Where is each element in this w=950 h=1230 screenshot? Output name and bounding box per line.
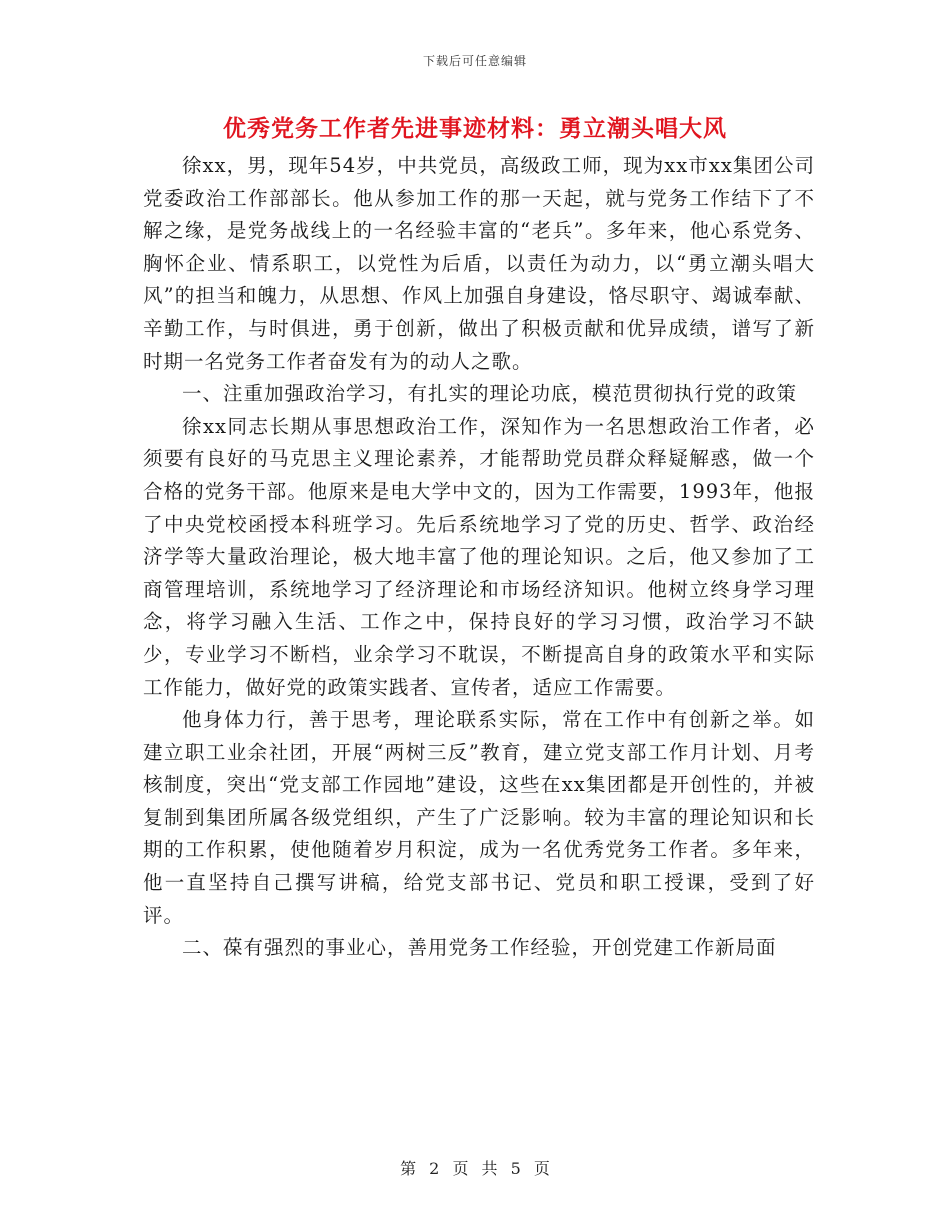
paragraph-intro: 徐xx，男，现年54岁，中共党员，高级政工师，现为xx市xx集团公司党委政治工作部部长。他从参加工作的那一天起，就与党务工作结下了不解之缘，是党务战线上的一名经验丰富的“老兵”。多年来，他心系党务、胸怀企业、情系职工，以党性为后盾，以责任为动力，以“勇立潮头唱大风”的担当和魄力，从思想、作风上加强自身建设，恪尽职守、竭诚奉献、辛勤工作，与时俱进，勇于创新，做出了积极贡献和优异成绩，谱写了新时期一名党务工作者奋发有为的动人之歌。 (143, 154, 815, 373)
document-body (143, 150, 815, 965)
document-title: 优秀党务工作者先进事迹材料：勇立潮头唱大风 (223, 115, 727, 142)
section-heading-1: 一、注重加强政治学习，有扎实的理论功底，模范贯彻执行党的政策 (182, 382, 798, 406)
paragraph-section-1-b: 他身体力行，善于思考，理论联系实际，常在工作中有创新之举。如建立职工业余社团，开展“两树三反”教育，建立党支部工作月计划、月考核制度，突出“党支部工作园地”建设，这些在xx集团都是开创性的，并被复制到集团所属各级党组织，产生了广泛影响。较为丰富的理论知识和长期的工作积累，使他随着岁月积淀，成为一名优秀党务工作者。多年来，他一直坚持自己撰写讲稿，给党支部书记、党员和职工授课，受到了好评。 (143, 708, 815, 927)
paragraph-section-1-a: 徐xx同志长期从事思想政治工作，深知作为一名思想政治工作者，必须要有良好的马克思主义理论素养，才能帮助党员群众释疑解惑，做一个合格的党务干部。他原来是电大学中文的，因为工作需要，1993年，他报了中央党校函授本科班学习。先后系统地学习了党的历史、哲学、政治经济学等大量政治理论，极大地丰富了他的理论知识。之后，他又参加了工商管理培训，系统地学习了经济理论和市场经济知识。他树立终身学习理念，将学习融入生活、工作之中，保持良好的学习习惯，政治学习不缺少，专业学习不断档，业余学习不耽误，不断提高自身的政策水平和实际工作能力，做好党的政策实践者、宣传者，适应工作需要。 (143, 414, 815, 699)
section-heading-2: 二、葆有强烈的事业心，善用党务工作经验，开创党建工作新局面 (182, 936, 777, 960)
header-note: 下载后可任意编辑 (422, 54, 527, 68)
page-number-footer: 第 2 页 共 5 页 (400, 1159, 550, 1178)
